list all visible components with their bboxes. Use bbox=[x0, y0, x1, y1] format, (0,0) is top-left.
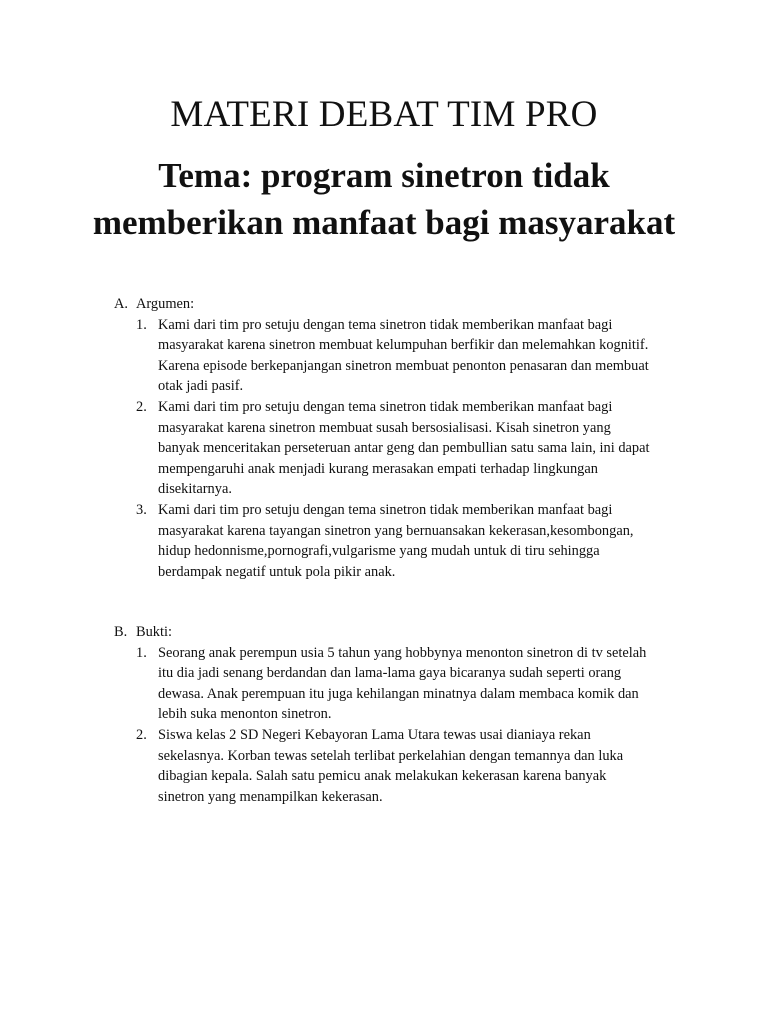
text-line: Siswa kelas 2 SD Negeri Kebayoran Lama Utara tewas usai dianiaya rekan bbox=[158, 726, 591, 743]
text-line: disekitarnya. bbox=[158, 481, 232, 498]
item-text bbox=[158, 397, 694, 500]
subtitle-line: memberikan manfaat bagi masyarakat bbox=[92, 203, 676, 242]
list-item bbox=[136, 315, 694, 397]
item-number: 1. bbox=[136, 316, 147, 333]
item-number: 3. bbox=[136, 501, 147, 518]
argument-list bbox=[114, 315, 694, 583]
text-line: masyarakat karena tayangan sinetron yang bernuansakan kekerasan,kesombongan, bbox=[158, 522, 634, 539]
text-line: dibagian kepala. Salah satu pemicu anak melakukan kekerasan karena banyak bbox=[158, 768, 607, 785]
list-item bbox=[136, 725, 694, 807]
section-heading-text: Argumen: bbox=[136, 296, 195, 312]
item-number: 2. bbox=[136, 726, 147, 743]
text-line: dewasa. Anak perempuan itu juga kehilangan minatnya dalam membaca komik dan bbox=[158, 685, 639, 702]
section-argumen bbox=[114, 294, 694, 582]
item-number: 1. bbox=[136, 644, 147, 661]
text-line: masyarakat karena sinetron membuat kelumpuhan berfikir dan melemahkan kognitif. bbox=[158, 337, 649, 354]
section-heading bbox=[114, 294, 694, 315]
item-text bbox=[158, 500, 694, 582]
text-line: itu dia jadi senang berdandan dan lama-lama gaya bicaranya sudah seperti orang bbox=[158, 665, 622, 682]
list-item bbox=[136, 643, 694, 725]
text-line: berdampak negatif untuk pola pikir anak. bbox=[158, 563, 396, 580]
text-line: lebih suka menonton sinetron. bbox=[158, 706, 332, 723]
section-letter: A. bbox=[114, 296, 128, 312]
item-text bbox=[158, 643, 694, 725]
evidence-list bbox=[114, 643, 694, 808]
text-line: Karena episode berkepanjangan sinetron membuat penonton penasaran dan membuat bbox=[158, 357, 649, 374]
text-line: masyarakat karena sinetron membuat susah bersosialisasi. Kisah sinetron yang bbox=[158, 419, 611, 436]
text-line: hidup hedonnisme,pornografi,vulgarisme yang mudah untuk di tiru sehingga bbox=[158, 543, 600, 560]
text-line: sekelasnya. Korban tewas setelah terlibat perkelahian dengan temannya dan luka bbox=[158, 747, 624, 764]
section-heading bbox=[114, 622, 694, 643]
section-letter: B. bbox=[114, 624, 128, 640]
section-heading-text: Bukti: bbox=[136, 624, 172, 640]
section-bukti bbox=[114, 622, 694, 807]
text-line: Kami dari tim pro setuju dengan tema sinetron tidak memberikan manfaat bagi bbox=[158, 316, 613, 333]
list-item bbox=[136, 397, 694, 500]
item-text bbox=[158, 315, 694, 397]
text-line: Seorang anak perempun usia 5 tahun yang hobbynya menonton sinetron di tv setelah bbox=[158, 644, 647, 661]
text-line: Kami dari tim pro setuju dengan tema sinetron tidak memberikan manfaat bagi bbox=[158, 501, 613, 518]
item-number: 2. bbox=[136, 398, 147, 415]
document-title: MATERI DEBAT TIM PRO bbox=[170, 94, 598, 135]
text-line: Kami dari tim pro setuju dengan tema sinetron tidak memberikan manfaat bagi bbox=[158, 398, 613, 415]
item-text bbox=[158, 725, 694, 807]
document-subtitle bbox=[60, 152, 708, 246]
text-line: sinetron yang menampilkan kekerasan. bbox=[158, 788, 383, 805]
list-item bbox=[136, 500, 694, 582]
subtitle-line: Tema: program sinetron tidak bbox=[158, 156, 610, 195]
text-line: otak jadi pasif. bbox=[158, 378, 244, 395]
text-line: banyak menceritakan perseteruan antar geng dan pembullian satu sama lain, ini dapat bbox=[158, 440, 650, 457]
text-line: mempengaruhi anak menjadi kurang merasakan empati terhadap lingkungan bbox=[158, 460, 598, 477]
